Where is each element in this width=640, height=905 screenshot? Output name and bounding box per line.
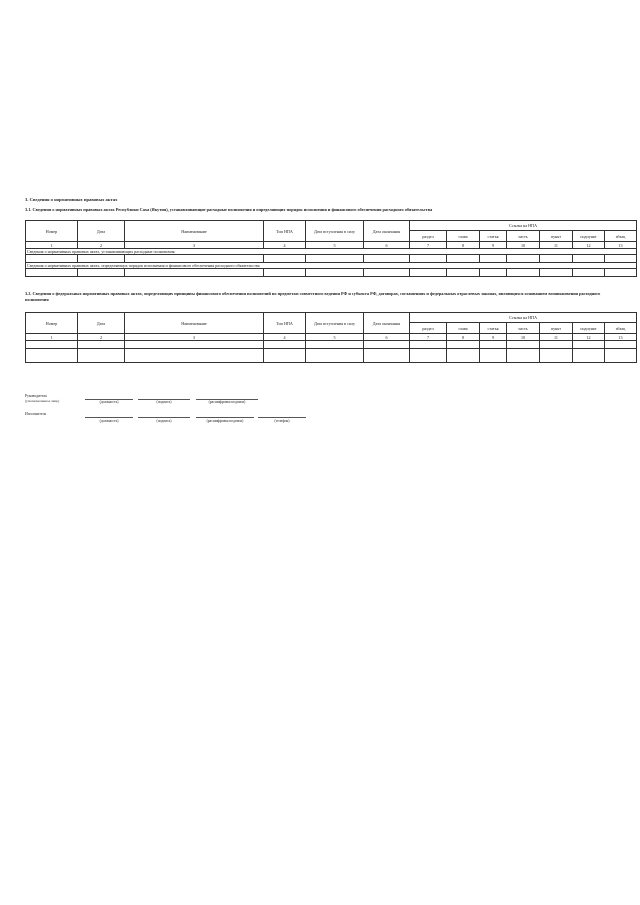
subcol-section: раздел — [410, 323, 447, 334]
exec-name-caption: (расшифровка подписи) — [206, 419, 244, 423]
col-num: 13 — [605, 242, 637, 249]
col-num: 3 — [125, 334, 264, 341]
subcol-section: раздел — [410, 231, 447, 242]
col-header-end-date: Дата окончания — [364, 313, 410, 334]
col-num: 5 — [306, 334, 364, 341]
col-num: 4 — [264, 334, 306, 341]
table-row — [26, 349, 637, 363]
col-num: 5 — [306, 242, 364, 249]
section-title: 3. Сведения о нормативных правовых актах — [25, 197, 118, 202]
table-3-2 — [25, 312, 637, 363]
subcol-part: часть — [507, 323, 540, 334]
exec-signature-caption: (подпись) — [156, 419, 172, 423]
col-header-date: Дата — [78, 313, 125, 334]
col-header-name: Наименование — [125, 313, 264, 334]
col-header-effective-date: Дата вступления в силу — [306, 221, 364, 242]
col-num: 11 — [540, 242, 573, 249]
col-num: 1 — [26, 242, 78, 249]
head-signature-caption: (подпись) — [156, 400, 172, 404]
col-num: 3 — [125, 242, 264, 249]
col-header-type: Тип НПА — [264, 221, 306, 242]
col-num: 13 — [605, 334, 637, 341]
col-num: 1 — [26, 334, 78, 341]
subcol-chapter: глава — [447, 231, 480, 242]
subcol-chapter: глава — [447, 323, 480, 334]
exec-position-caption: (должность) — [99, 419, 119, 423]
note-row-powers: Сведения о нормативных правовых актах, устанавливающих расходные полномочия — [26, 249, 637, 255]
col-num: 9 — [480, 242, 507, 249]
head-position-caption: (должность) — [99, 400, 119, 404]
col-group-reference: Ссылка на НПА — [410, 313, 637, 323]
col-header-number: Номер — [26, 313, 78, 334]
col-num: 7 — [410, 242, 447, 249]
col-header-date: Дата — [78, 221, 125, 242]
col-num: 6 — [364, 242, 410, 249]
subcol-subitem: подпункт — [573, 323, 605, 334]
col-header-end-date: Дата окончания — [364, 221, 410, 242]
col-num: 9 — [480, 334, 507, 341]
exec-signature-line — [138, 417, 190, 418]
col-header-effective-date: Дата вступления в силу — [306, 313, 364, 334]
col-num: 4 — [264, 242, 306, 249]
col-group-reference: Ссылка на НПА — [410, 221, 637, 231]
table-row — [26, 341, 637, 349]
col-num: 2 — [78, 242, 125, 249]
table-row — [26, 269, 637, 277]
exec-phone-line — [258, 417, 306, 418]
col-header-number: Номер — [26, 221, 78, 242]
subsection-3-2-title: 3.2. Сведения о федеральных нормативных правовых актах, определяющих принципы финансового обеспечения полномочий по предметам совместного ведения РФ и субъекта РФ, договорах, соглашениях и федеральных отраслевых законах, являющихся основанием возникновения расходного полномочия — [25, 291, 601, 302]
col-num: 2 — [78, 334, 125, 341]
table-3-1 — [25, 220, 637, 277]
head-name-caption: (расшифровка подписи) — [208, 400, 246, 404]
head-label: Руководитель — [25, 394, 48, 398]
note-row-execution: Сведения о нормативных правовых актах, определяющих порядок исполнения и финансового обеспечения расходного обязательства — [26, 263, 637, 269]
exec-phone-caption: (телефон) — [274, 419, 290, 423]
subsection-3-1-title: 3.1. Сведения о нормативных правовых актах Республики Саха (Якутия), устанавливающие расходные полномочия и определяющих порядок исполнения и финансового обеспечения расходного обязательства — [25, 207, 433, 212]
column-numbers-row — [26, 334, 637, 341]
column-numbers-row — [26, 242, 637, 249]
subcol-paragraph: абзац — [605, 323, 637, 334]
col-header-type: Тип НПА — [264, 313, 306, 334]
head-sublabel: (уполномоченное лицо) — [25, 399, 60, 403]
col-num: 8 — [447, 334, 480, 341]
col-num: 12 — [573, 334, 605, 341]
subcol-article: статья — [480, 323, 507, 334]
col-header-name: Наименование — [125, 221, 264, 242]
col-num: 8 — [447, 242, 480, 249]
subcol-part: часть — [507, 231, 540, 242]
subcol-subitem: подпункт — [573, 231, 605, 242]
subcol-paragraph: абзац — [605, 231, 637, 242]
col-num: 10 — [507, 334, 540, 341]
table-row — [26, 255, 637, 263]
exec-name-line — [196, 417, 254, 418]
col-num: 11 — [540, 334, 573, 341]
subcol-item: пункт — [540, 231, 573, 242]
exec-position-line — [85, 417, 133, 418]
subcol-item: пункт — [540, 323, 573, 334]
col-num: 7 — [410, 334, 447, 341]
executor-label: Исполнитель — [25, 412, 47, 416]
col-num: 6 — [364, 334, 410, 341]
subcol-article: статья — [480, 231, 507, 242]
col-num: 12 — [573, 242, 605, 249]
col-num: 10 — [507, 242, 540, 249]
